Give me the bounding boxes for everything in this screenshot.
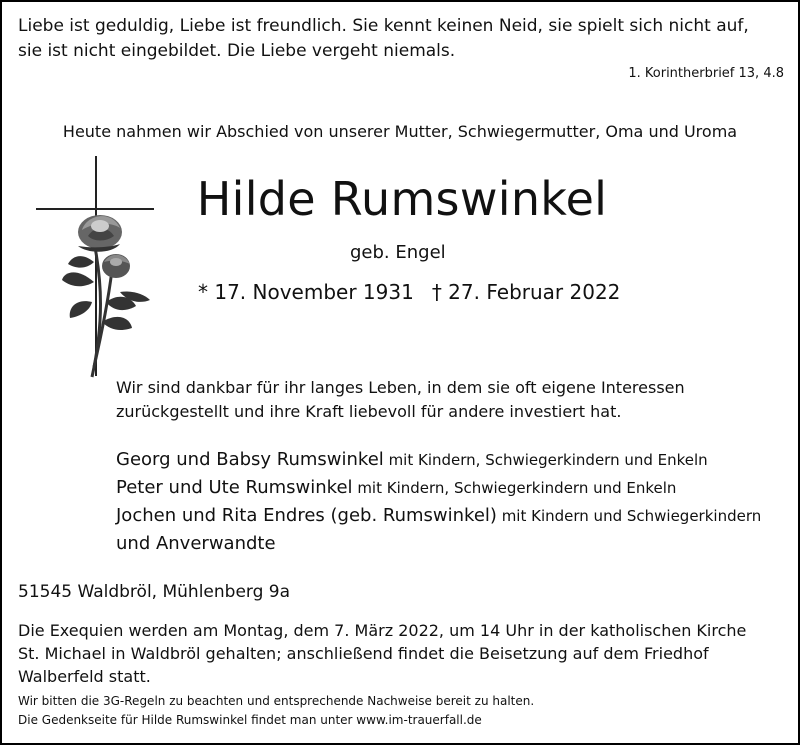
family-suffix: mit Kindern und Schwiegerkindern <box>496 507 762 525</box>
notes <box>18 692 534 730</box>
family-list <box>116 446 761 558</box>
birth-date: * 17. November 1931 <box>198 280 414 304</box>
family-suffix: mit Kindern, Schwiegerkindern und Enkeln <box>383 451 708 469</box>
verse-line-1: Liebe ist geduldig, Liebe ist freundlich. Sie kennt keinen Neid, sie spielt sich nicht auf, <box>18 16 749 36</box>
bible-verse <box>18 14 749 64</box>
address: 51545 Waldbröl, Mühlenberg 9a <box>18 582 291 602</box>
funeral-info-line-1: Die Exequien werden am Montag, dem 7. März 2022, um 14 Uhr in der katholischen Kirche <box>18 621 747 640</box>
thanks-text <box>116 376 685 424</box>
thanks-line-1: Wir sind dankbar für ihr langes Leben, in dem sie oft eigene Interessen <box>116 378 685 397</box>
family-row <box>116 530 761 558</box>
family-name: Georg und Babsy Rumswinkel <box>116 449 384 470</box>
family-name: Jochen und Rita Endres (geb. Rumswinkel) <box>116 505 497 526</box>
family-name: und Anverwandte <box>116 533 276 554</box>
note-line-2: Die Gedenkseite für Hilde Rumswinkel findet man unter www.im-trauerfall.de <box>18 713 482 727</box>
family-row <box>116 502 761 530</box>
verse-reference: 1. Korintherbrief 13, 4.8 <box>628 66 784 81</box>
funeral-info-line-3: Walberfeld statt. <box>18 667 151 686</box>
family-name: Peter und Ute Rumswinkel <box>116 477 353 498</box>
funeral-info <box>18 619 746 688</box>
intro-text: Heute nahmen wir Abschied von unserer Mutter, Schwiegermutter, Oma und Uroma <box>62 122 738 141</box>
maiden-name: geb. Engel <box>350 242 446 263</box>
deceased-name: Hilde Rumswinkel <box>196 172 608 226</box>
verse-line-2: sie ist nicht eingebildet. Die Liebe vergeht niemals. <box>18 41 456 61</box>
family-suffix: mit Kindern, Schwiegerkindern und Enkeln <box>352 479 677 497</box>
thanks-line-2: zurückgestellt und ihre Kraft liebevoll für andere investiert hat. <box>116 402 622 421</box>
note-line-1: Wir bitten die 3G-Regeln zu beachten und entsprechende Nachweise bereit zu halten. <box>18 694 535 708</box>
funeral-info-line-2: St. Michael in Waldbröl gehalten; anschließend findet die Beisetzung auf dem Friedhof <box>18 644 709 663</box>
family-row <box>116 474 761 502</box>
life-dates <box>198 280 620 304</box>
family-row <box>116 446 761 474</box>
death-date: † 27. Februar 2022 <box>431 280 621 304</box>
